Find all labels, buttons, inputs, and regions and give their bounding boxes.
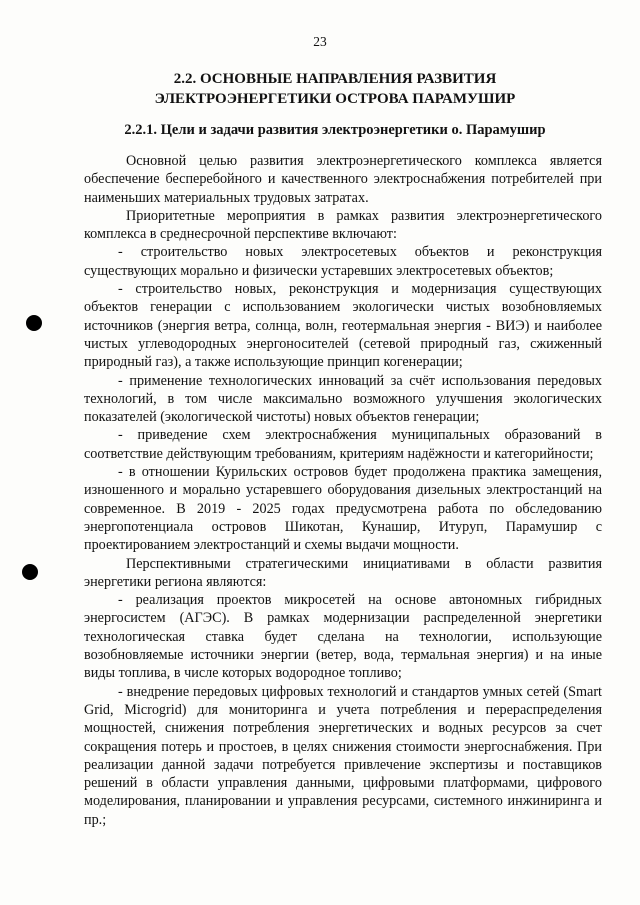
list-item-digital-technologies: - внедрение передовых цифровых технологий и стандартов умных сетей (Smart Grid, Microgrid) для мониторинга и учета потребления и перераспределения мощностей, снижения потребления энергетических и водных ресурсов за счет сокращения потерь и простоев, в целях снижения стоимости энергоснабжения. При реализации данной задачи потребуется привлечение экспертизы и поставщиков решений в области управления данными, цифровыми платформами, цифрового моделирования, планировании и управления ресурсами, системного инжиниринга и пр.; [84, 683, 602, 828]
section-title [90, 69, 580, 109]
page-number: 23 [313, 34, 327, 49]
list-item-generation-construction: - строительство новых, реконструкция и модернизация существующих объектов генерации с использованием экологически чистых возобновляемых источников (энергия ветра, солнца, волн, геотермальная энергия - ВИЭ) и наиболее чистых углеводородных энергоносителей (сетевой природный газ, сжиженный природный газ), а также использующие принцип когенерации; [84, 281, 602, 371]
list-item-grid-construction: - строительство новых электросетевых объектов и реконструкция существующих морально и физически устаревших электросетевых объектов; [84, 244, 602, 279]
paragraph-priorities-intro: Приоритетные мероприятия в рамках развития электроэнергетического комплекса в среднесрочной перспективе включают: [84, 207, 602, 243]
list-item-innovations: - применение технологических инноваций за счёт использования передовых технологий, в том числе максимально возможного улучшения экологических показателей (экологической чистоты) новых объектов генерации; [84, 372, 602, 426]
paragraph-strategic-initiatives: Перспективными стратегическими инициативами в области развития энергетики региона являются: [84, 555, 602, 590]
list-item-kuril-islands: - в отношении Курильских островов будет продолжена практика замещения, изношенного и морально устаревшего оборудования дизельных электростанций на современное. В 2019 - 2025 годах предусмотрена работа по обследованию энергопотенциала островов Шикотан, Кунашир, Итуруп, Парамушир с проектированием электростанций и схемы выдачи мощности. [84, 464, 602, 554]
subsection-title: 2.2.1. Цели и задачи развития электроэнергетики о. Парамушир [124, 122, 546, 138]
punch-hole-mark [22, 564, 38, 580]
punch-hole-mark [26, 315, 42, 331]
paragraph-goal: Основной целью развития электроэнергетического комплекса является обеспечение бесперебойного и качественного электроснабжения потребителей при наименьших материальных трудовых затратах. [84, 153, 602, 206]
list-item-microgrids: - реализация проектов микросетей на основе автономных гибридных энергосистем (АГЭС). В рамках модернизации распределенной энергетики технологическая ставка будет сделана на технологии, использующие возобновляемые источники энергии (ветер, вода, термальная энергия) и на иные виды топлива, в числе которых водородное топливо; [84, 592, 602, 682]
section-title-line-2: ЭЛЕКТРОЭНЕРГЕТИКИ ОСТРОВА ПАРАМУШИР [154, 91, 516, 107]
list-item-supply-schemes: - приведение схем электроснабжения муниципальных образований в соответствие действующим требованиям, критериям надёжности и категорийности; [84, 427, 602, 462]
section-title-line-1: 2.2. ОСНОВНЫЕ НАПРАВЛЕНИЯ РАЗВИТИЯ [173, 71, 497, 87]
body-text [84, 152, 602, 829]
